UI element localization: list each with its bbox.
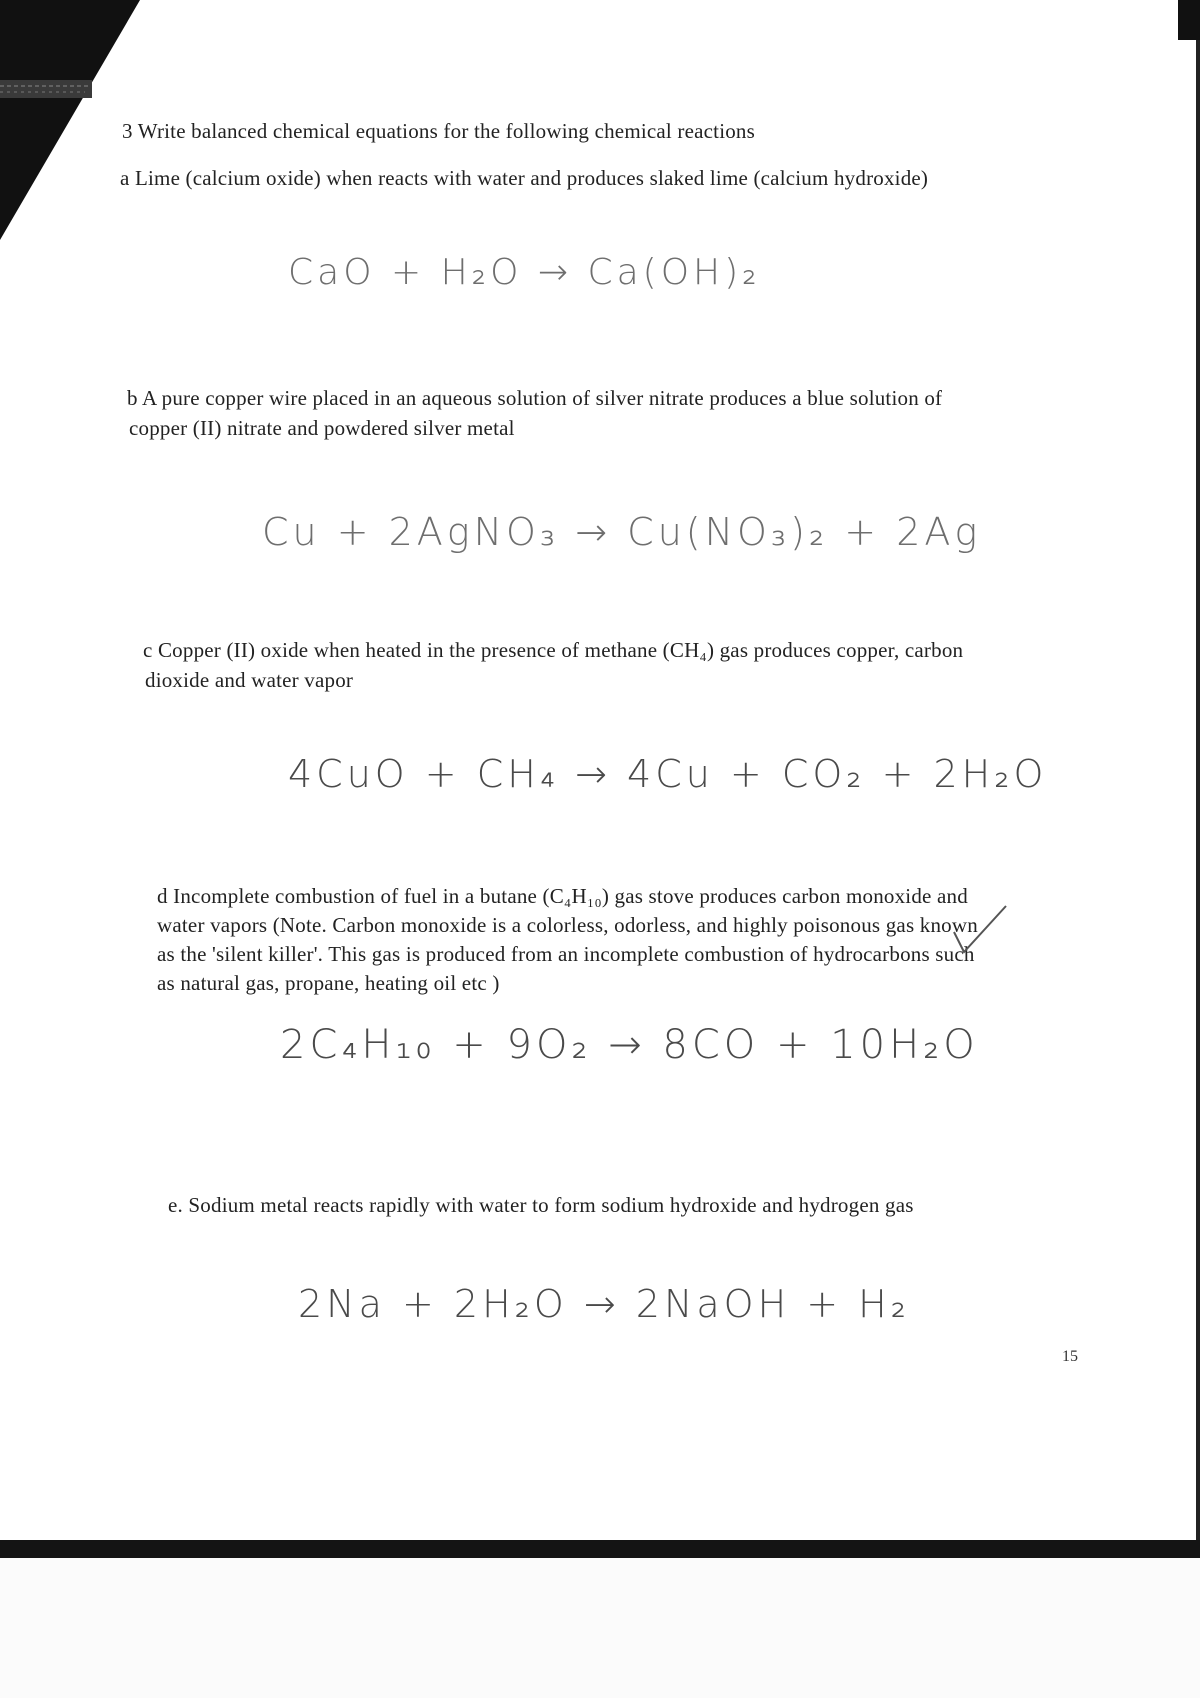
part-d-prompt-line2: water vapors (Note. Carbon monoxide is a colorless, odorless, and highly poisonous gas known [157,913,978,937]
part-d-prompt-line3: as the 'silent killer'. This gas is produced from an incomplete combustion of hydrocarbons such [157,942,975,966]
scan-edge-top-right [1178,0,1200,40]
part-c-prompt-line1: c Copper (II) oxide when heated in the presence of methane (CH₄) gas produces copper, carbon [143,638,964,662]
part-b-prompt-line1: b A pure copper wire placed in an aqueous solution of silver nitrate produces a blue solution of [127,386,943,410]
part-b-prompt-line2: copper (II) nitrate and powdered silver metal [129,416,515,440]
scan-bottom-edge [0,1540,1200,1558]
part-c-answer: 4CuO + CH₄ → 4Cu + CO₂ + 2H₂O [288,752,1048,796]
part-e-prompt: e. Sodium metal reacts rapidly with water to form sodium hydroxide and hydrogen gas [168,1193,914,1217]
page-number: 15 [1062,1348,1078,1365]
scan-background [0,1558,1200,1698]
part-d-prompt-line1: d Incomplete combustion of fuel in a butane (C₄H₁₀) gas stove produces carbon monoxide and [157,884,968,908]
part-d-prompt-line4: as natural gas, propane, heating oil etc ) [157,971,500,995]
part-b-answer: Cu + 2AgNO₃ → Cu(NO₃)₂ + 2Ag [262,510,982,554]
question-title: 3 Write balanced chemical equations for the following chemical reactions [122,119,756,143]
part-d-answer: 2C₄H₁₀ + 9O₂ → 8CO + 10H₂O [280,1022,979,1068]
part-c-prompt-line2: dioxide and water vapor [145,668,354,692]
part-a-answer: CaO + H₂O → Ca(OH)₂ [288,252,761,293]
checkmark-icon [950,902,1010,958]
part-e-answer: 2Na + 2H₂O → 2NaOH + H₂ [298,1282,910,1326]
scan-edge-right [1196,40,1200,1540]
part-a-prompt: a Lime (calcium oxide) when reacts with water and produces slaked lime (calcium hydroxide) [120,166,929,190]
